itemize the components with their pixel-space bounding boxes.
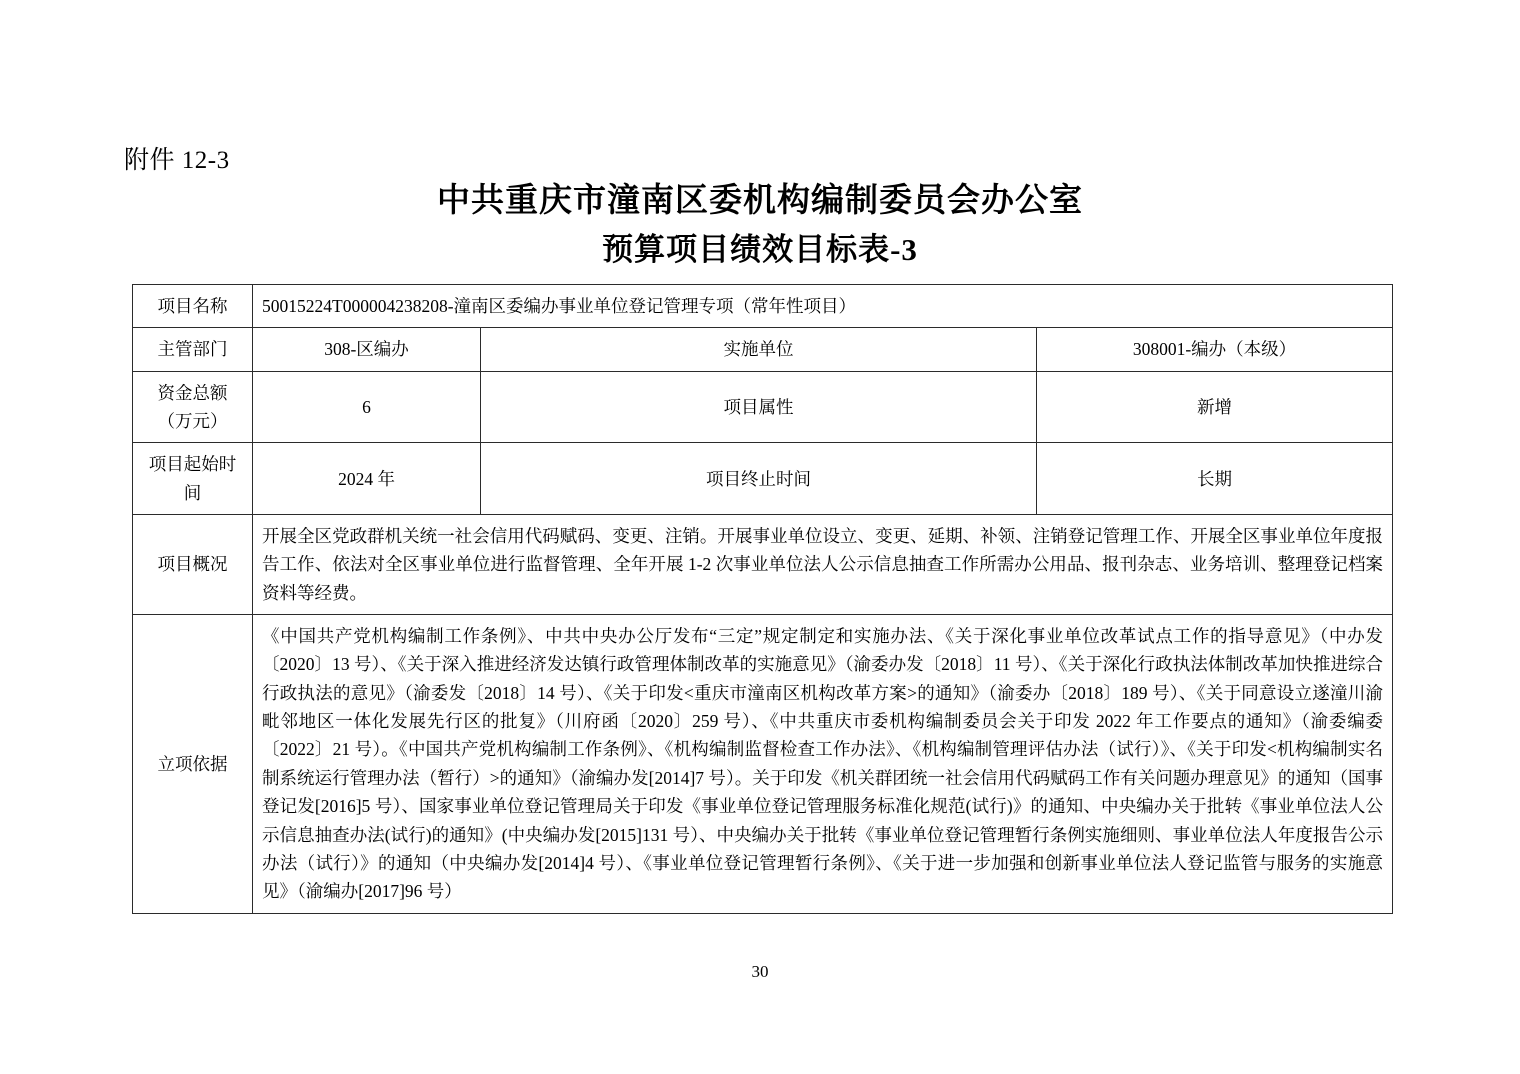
table-row-department <box>133 328 1393 371</box>
value-total-amount: 6 <box>253 371 481 443</box>
label-basis: 立项依据 <box>133 615 253 913</box>
label-project-name: 项目名称 <box>133 285 253 328</box>
label-start-time: 项目起始时间 <box>133 443 253 515</box>
table-row-overview <box>133 515 1393 615</box>
value-start-time: 2024 年 <box>253 443 481 515</box>
label-project-attribute: 项目属性 <box>481 371 1037 443</box>
performance-target-table <box>132 284 1393 914</box>
label-department: 主管部门 <box>133 328 253 371</box>
page-title: 中共重庆市潼南区委机构编制委员会办公室 <box>437 183 1083 219</box>
value-end-time: 长期 <box>1037 443 1393 515</box>
table-row-basis <box>133 615 1393 913</box>
value-department: 308-区编办 <box>253 328 481 371</box>
label-total-amount: 资金总额（万元） <box>133 371 253 443</box>
value-overview: 开展全区党政群机关统一社会信用代码赋码、变更、注销。开展事业单位设立、变更、延期、补领、注销登记管理工作、开展全区事业单位年度报告工作、依法对全区事业单位进行监督管理、全年开展 1-2 次事业单位法人公示信息抽查工作所需办公用品、报刊杂志、业务培训、整理登记档案资料等经费。 <box>253 515 1393 615</box>
value-project-name: 50015224T000004238208-潼南区委编办事业单位登记管理专项（常年性项目） <box>253 285 1393 328</box>
value-basis: 《中国共产党机构编制工作条例》、中共中央办公厅发布“三定”规定制定和实施办法、《关于深化事业单位改革试点工作的指导意见》（中办发〔2020〕13 号）、《关于深入推进经济发达镇行政管理体制改革的实施意见》（渝委办发〔2018〕11 号）、《关于深化行政执法体制改革加快推进综合行政执法的意见》（渝委发〔2018〕14 号）、《关于印发<重庆市潼南区机构改革方案>的通知》（渝委办〔2018〕189 号）、《关于同意设立遂潼川渝毗邻地区一体化发展先行区的批复》（川府函〔2020〕259 号）、《中共重庆市委机构编制委员会关于印发 2022 年工作要点的通知》（渝委编委〔2022〕21 号）。《中国共产党机构编制工作条例》、《机构编制监督检查工作办法》、《机构编制管理评估办法（试行）》、《关于印发<机构编制实名制系统运行管理办法（暂行）>的通知》（渝编办发[2014]7 号）。关于印发《机关群团统一社会信用代码赋码工作有关问题办理意见》的通知（国事登记发[2016]5 号）、国家事业单位登记管理局关于印发《事业单位登记管理服务标准化规范(试行)》的通知、中央编办关于批转《事业单位法人公示信息抽查办法(试行)的通知》(中央编办发[2015]131 号）、中央编办关于批转《事业单位登记管理暂行条例实施细则、事业单位法人年度报告公示办法（试行）》的通知（中央编办发[2014]4 号）、《事业单位登记管理暂行条例》、《关于进一步加强和创新事业单位法人登记监管与服务的实施意见》（渝编办[2017]96 号） <box>253 615 1393 913</box>
title-block <box>0 180 1520 271</box>
attachment-label: 附件 12-3 <box>124 147 230 174</box>
label-overview: 项目概况 <box>133 515 253 615</box>
value-implementing-unit: 308001-编办（本级） <box>1037 328 1393 371</box>
table-row-amount <box>133 371 1393 443</box>
label-end-time: 项目终止时间 <box>481 443 1037 515</box>
label-implementing-unit: 实施单位 <box>481 328 1037 371</box>
table-row-period <box>133 443 1393 515</box>
page-subtitle: 预算项目绩效目标表-3 <box>602 231 918 267</box>
table-row-project-name <box>133 285 1393 328</box>
page-number: 30 <box>751 962 769 981</box>
value-project-attribute: 新增 <box>1037 371 1393 443</box>
